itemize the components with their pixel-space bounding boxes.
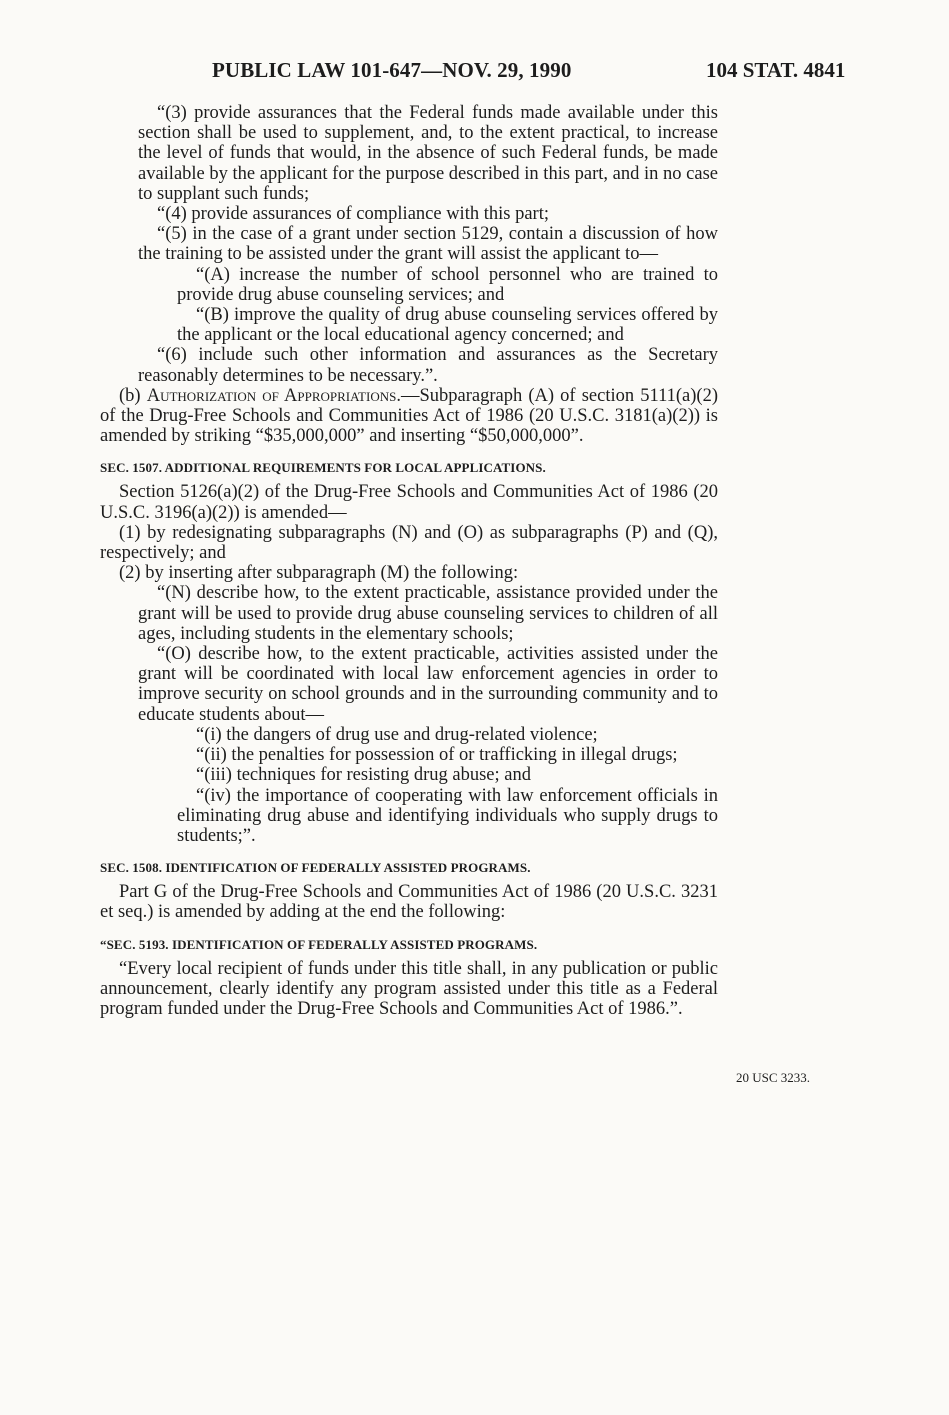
section-1507-intro: Section 5126(a)(2) of the Drug-Free Schools and Communities Act of 1986 (20 U.S.C. 3196(a)(2)) is amended— [100,482,718,523]
section-1508-heading: SEC. 1508. IDENTIFICATION OF FEDERALLY ASSISTED PROGRAMS. [100,860,531,876]
subparagraph-5b: “(B) improve the quality of drug abuse counseling services offered by the applicant or the local educational agency concerned; and [177,305,718,346]
document-body [100,103,718,1019]
subsection-b-text: —Subparagraph (A) of section 5111(a)(2) of the Drug-Free Schools and Communities Act of 1986 (20 U.S.C. 3181(a)(2)) is amended by striking “$35,000,000” and inserting “$50,000,000”. [100,385,718,447]
section-5193-text: “Every local recipient of funds under this title shall, in any publication or public announcement, clearly identify any program assisted under this title as a Federal program funded under the Drug-Free Schools and Communities Act of 1986.”. [100,958,718,1019]
running-header-title: PUBLIC LAW 101-647—NOV. 29, 1990 [212,58,572,82]
clause-i: “(i) the dangers of drug use and drug-related violence; [196,724,598,745]
subsection-b-heading: Authorization of Appropriations. [146,385,401,406]
section-1508-intro: Part G of the Drug-Free Schools and Communities Act of 1986 (20 U.S.C. 3231 et seq.) is amended by adding at the end the following: [100,882,718,923]
subsection-b-label: (b) [119,385,147,406]
usc-margin-note: 20 USC 3233. [736,1070,811,1085]
section-1507-item-2: (2) by inserting after subparagraph (M) the following: [119,563,519,584]
clause-iii: “(iii) techniques for resisting drug abuse; and [196,765,531,786]
section-1507-heading: SEC. 1507. ADDITIONAL REQUIREMENTS FOR LOCAL APPLICATIONS. [100,460,546,476]
paragraph-4: “(4) provide assurances of compliance with this part; [157,204,549,225]
clause-ii: “(ii) the penalties for possession of or trafficking in illegal drugs; [196,745,678,766]
paragraph-5: “(5) in the case of a grant under section 5129, contain a discussion of how the training to be assisted under the grant will assist the applicant to— [138,224,718,265]
paragraph-6: “(6) include such other information and assurances as the Secretary reasonably determines to be necessary.”. [138,345,718,386]
clause-iv: “(iv) the importance of cooperating with law enforcement officials in eliminating drug abuse and identifying individuals who supply drugs to students;”. [177,785,718,846]
subsection-b [100,386,718,447]
subparagraph-n: “(N) describe how, to the extent practicable, assistance provided under the grant will be used to provide drug abuse counseling services to children of all ages, including students in the elementary schools; [138,583,718,644]
section-5193-heading: “SEC. 5193. IDENTIFICATION OF FEDERALLY ASSISTED PROGRAMS. [100,936,538,952]
subparagraph-o: “(O) describe how, to the extent practicable, activities assisted under the grant will be coordinated with local law enforcement agencies in order to improve security on school grounds and in the surrounding community and to educate students about— [138,644,718,725]
paragraph-3: “(3) provide assurances that the Federal funds made available under this section shall be used to supplement, and, to the extent practical, to increase the level of funds that would, in the absence of such Federal funds, be made available by the applicant for the purpose described in this part, and in no case to supplant such funds; [138,103,718,204]
subparagraph-5a: “(A) increase the number of school personnel who are trained to provide drug abuse counseling services; and [177,264,718,305]
page-stat-number: 104 STAT. 4841 [706,58,846,82]
section-1507-item-1: (1) by redesignating subparagraphs (N) and (O) as subparagraphs (P) and (Q), respectively; and [100,522,718,564]
